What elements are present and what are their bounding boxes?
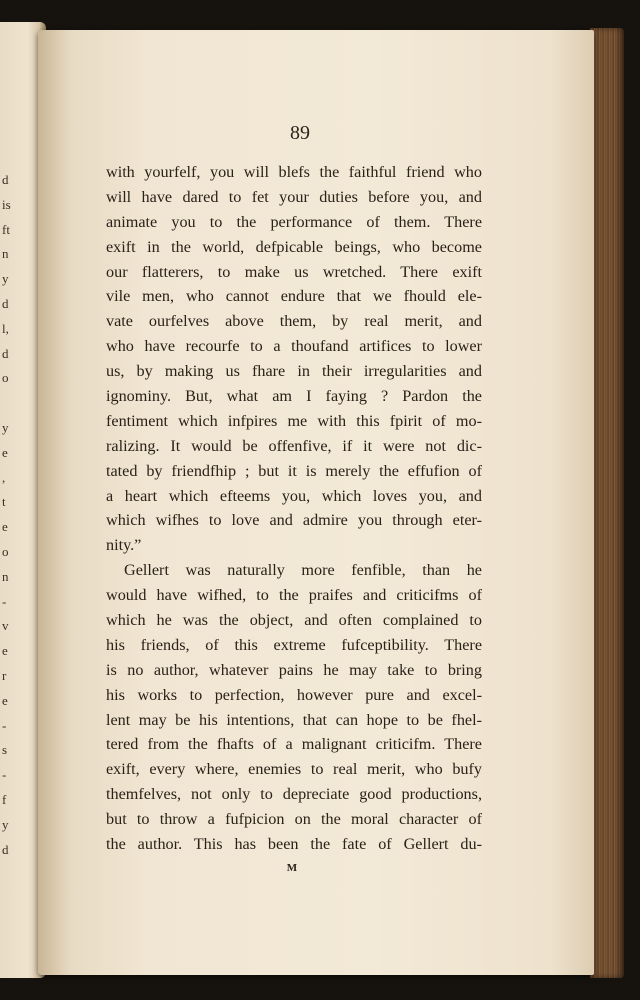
text-line: which he was the object, and often complained to (106, 611, 482, 630)
text-line: vate ourfelves above them, by real merit, and (106, 312, 482, 331)
text-line: will have dared to fet your duties before you, and (106, 187, 482, 206)
left-fragment: v (2, 618, 9, 634)
text-line: who have recourfe to a thoufand artifices to lower (106, 337, 482, 356)
page-body-text (106, 160, 482, 857)
text-line: themfelves, not only to depreciate good productions, (106, 785, 482, 804)
left-fragment: n (2, 246, 9, 262)
left-fragment: r (2, 667, 7, 683)
page-number: 89 (290, 122, 310, 144)
left-fragment: ft (2, 221, 10, 237)
text-line: would have wifhed, to the praifes and criticifms of (106, 586, 482, 605)
text-line: exift in the world, defpicable beings, who become (106, 237, 482, 256)
left-fragment: f (2, 791, 7, 807)
text-line: nity.” (106, 536, 142, 555)
text-line: Gellert was naturally more fenfible, than he (124, 561, 482, 580)
left-fragment: e (2, 444, 8, 460)
text-line: is no author, whatever pains he may take to bring (106, 660, 482, 679)
left-fragment: - (2, 767, 7, 783)
left-fragment: is (2, 196, 11, 212)
text-line: ralizing. It would be offenfive, if it were not dic- (106, 436, 482, 455)
left-fragment: , (2, 469, 6, 485)
text-line: animate you to the performance of them. There (106, 212, 482, 231)
signature-mark: M (286, 862, 298, 874)
page-edges (590, 28, 624, 978)
left-fragment: - (2, 593, 7, 609)
text-line: lent may be his intentions, that can hope to be fhel- (106, 710, 482, 729)
left-fragment: s (2, 742, 8, 758)
left-fragment: - (2, 717, 7, 733)
text-line: the author. This has been the fate of Gellert du- (106, 835, 482, 854)
text-line: with yourfelf, you will blefs the faithful friend who (106, 163, 482, 181)
left-fragment: y (2, 816, 9, 832)
text-line: tered from the fhafts of a malignant criticifm. There (106, 735, 482, 754)
left-fragment: n (2, 568, 9, 584)
text-line: but to throw a fufpicion on the moral character of (106, 810, 482, 829)
left-fragment: e (2, 643, 8, 659)
left-fragment: d (2, 295, 9, 311)
left-fragment: e (2, 692, 8, 708)
left-fragment: d (2, 841, 9, 857)
left-fragment: t (2, 494, 6, 510)
text-line: his friends, of this extreme fufceptibility. There (106, 635, 482, 654)
left-fragment: o (2, 370, 9, 386)
left-fragment: e (2, 519, 8, 535)
left-fragment: d (2, 172, 9, 187)
text-line: fentiment which infpires me with this fpirit of mo- (106, 411, 482, 430)
text-line: tated by friendfhip ; but it is merely the effufion of (106, 461, 482, 480)
left-fragment: y (2, 271, 9, 287)
text-line: us, by making us fhare in their irregularities and (106, 362, 482, 381)
left-fragment: d (2, 345, 9, 361)
text-line: which wifhes to love and admire you through eter- (106, 511, 482, 530)
text-line: his works to perfection, however pure and excel- (106, 685, 482, 704)
left-fragment: l, (2, 320, 9, 336)
text-line: ignominy. But, what am I faying ? Pardon the (106, 387, 482, 406)
text-line: our flatterers, to make us wretched. There exift (106, 262, 482, 281)
left-page-text-fragments (2, 168, 16, 862)
text-line: a heart which efteems you, which loves you, and (106, 486, 482, 505)
left-fragment (2, 391, 16, 416)
left-fragment: y (2, 419, 9, 435)
left-fragment: o (2, 543, 9, 559)
text-line: exift, every where, enemies to real merit, who bufy (106, 760, 482, 779)
text-line: vile men, who cannot endure that we fhould ele- (106, 287, 482, 306)
